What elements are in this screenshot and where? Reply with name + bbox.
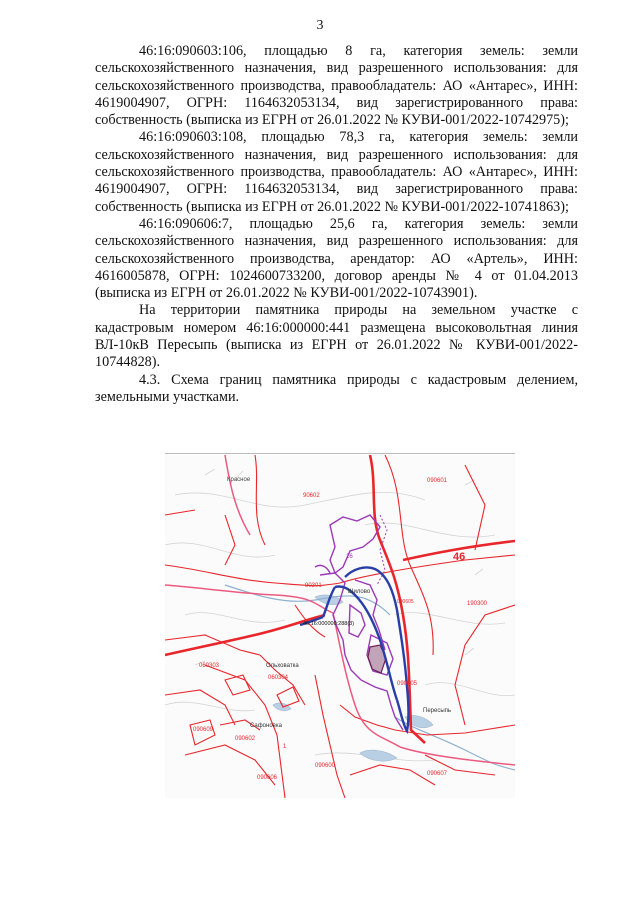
label-block-090600: 090600	[315, 763, 336, 769]
label-block-16: 16	[346, 554, 353, 560]
label-village-shilovo: Шилово	[348, 589, 371, 595]
map-svg	[165, 455, 515, 798]
label-block-090609: 090609	[193, 727, 214, 733]
paragraph-power-line: На территории памятника природы на земельном участке с кадастровым номером 46:16:000000:441 размещена высоковольтная линия ВЛ-10кВ Пересыпь (выписка из ЕГРН от 26.01.2022 № КУВИ-001/2022-10744828).	[95, 302, 578, 371]
label-village-peresyp: Пересыпь	[423, 708, 452, 714]
label-village-safonovka: Сафоновка	[250, 723, 282, 729]
map-top-rule	[165, 453, 515, 454]
cadastral-map	[165, 453, 515, 798]
label-block-090607: 090607	[427, 771, 448, 777]
paragraph-map-caption: 4.3. Схема границ памятника природы с кадастровым делением, земельными участками.	[95, 371, 578, 405]
label-block-090602-top: 90602	[303, 493, 320, 499]
label-block-090605: 090605	[397, 599, 414, 605]
label-block-090301: 90301	[305, 583, 322, 589]
label-block-090305: 090305	[397, 681, 418, 687]
label-block-090300: 190300	[467, 601, 488, 607]
label-village-olkhovatka: Ольховатка	[266, 663, 299, 669]
paragraph-parcel-7: 46:16:090606:7, площадью 25,6 га, категория земель: земли сельскохозяйственного назначения, вид разрешенного использования: для сельскохозяйственного производства, арендатор: АО «Артель», ИНН: 4616005878, ОГРН: 1024600733200, договор аренды № 4 от 01.04.2013 (выписка из ЕГРН от 26.01.2022 № КУВИ-001/2022-10743901).	[95, 215, 578, 302]
page-number: 3	[316, 18, 324, 33]
label-cadastral-main: 46:16:000000:288(3)	[303, 621, 355, 627]
label-district-46: 46	[453, 551, 466, 563]
paragraph-parcel-108: 46:16:090603:108, площадью 78,3 га, категория земель: земли сельскохозяйственного назначения, вид разрешенного использования: для сельскохозяйственного производства, правообладатель: АО «Антарес», ИНН: 4619004907, ОГРН: 1164632053134, вид зарегистрированного права: собственность (выписка из ЕГРН от 26.01.2022 № КУВИ-001/2022-10741863);	[95, 129, 578, 215]
label-block-090606: 090606	[257, 775, 278, 781]
label-village-krasnoe: Красное	[227, 477, 251, 483]
label-block-1: 1	[283, 744, 287, 750]
label-block-090601: 090601	[427, 478, 448, 484]
label-block-090303: 060303	[199, 663, 220, 669]
label-block-090602: 090602	[235, 736, 256, 742]
paragraph-parcel-106: 46:16:090603:106, площадью 8 га, категория земель: земли сельскохозяйственного назначения, вид разрешенного использования: для сельскохозяйственного производства, правообладатель: АО «Антарес», ИНН: 4619004907, ОГРН: 1164632053134, вид зарегистрированного права: собственность (выписка из ЕГРН от 26.01.2022 № КУВИ-001/2022-10742975);	[95, 43, 578, 129]
body-text	[95, 43, 578, 406]
label-block-090304: 060304	[268, 675, 289, 681]
